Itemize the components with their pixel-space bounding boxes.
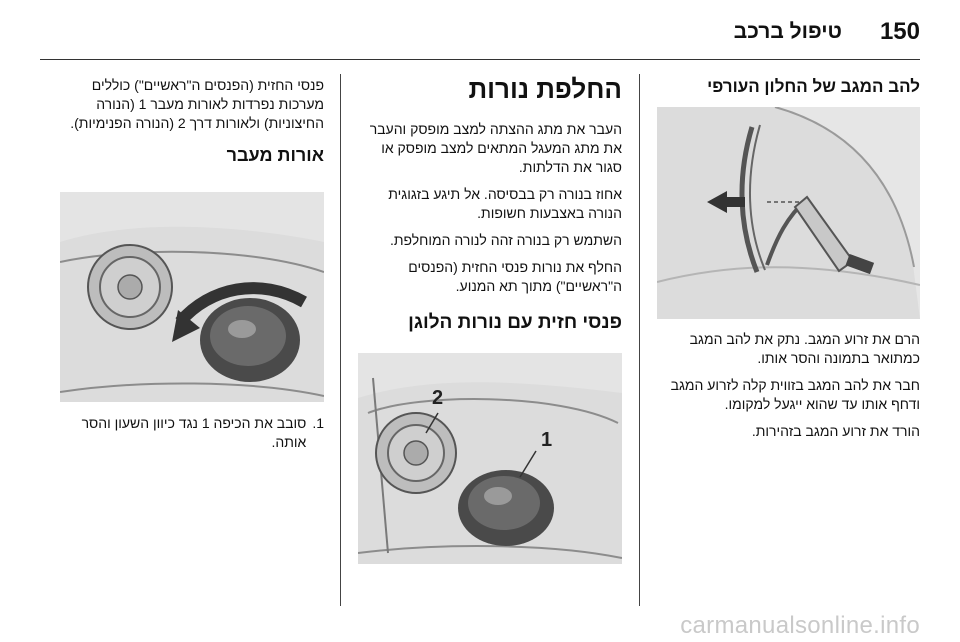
section-heading-halogen-headlights: פנסי חזית עם נורות הלוגן xyxy=(408,312,622,333)
bulb-instruction-2: אחוז בנורה רק בבסיסה. אל תיגע בזגוגית הנורה באצבעות חשופות. xyxy=(388,186,622,221)
header-divider xyxy=(40,59,920,60)
watermark-text: carmanualsonline.info xyxy=(680,612,920,639)
bulb-instruction-1: העבר את מתג ההצתה למצב מופסק והעבר את מתג המעגל המתאים למצב מופסק או סגור את הדלתות. xyxy=(369,121,622,175)
callout-number-2: 2 xyxy=(432,387,444,409)
callout-number-1: 1 xyxy=(541,429,553,451)
middle-column xyxy=(356,72,622,335)
low-beam-cap-illustration xyxy=(60,192,324,402)
page-header xyxy=(0,0,960,60)
headlight-bulbs-illustration xyxy=(358,353,622,564)
chapter-title: טיפול ברכב xyxy=(733,20,842,43)
rear-wiper-step-3: הורד את זרוע המגב בזהירות. xyxy=(751,423,920,439)
section-heading-bulb-replacement: החלפת נורות xyxy=(468,74,622,104)
section-heading-low-beam: אורות מעבר xyxy=(226,145,324,165)
left-column xyxy=(58,72,324,167)
rear-wiper-step-2: חבר את להב המגב בזווית קלה לזרוע המגב ודחף אותו עד שהוא ייגעל למקומו. xyxy=(670,377,920,412)
headlight-systems-intro: פנסי החזית (הפנסים ה"ראשיים") כוללים מערכות נפרדות לאורות מעבר 1 (הנורה החיצוניות) ולאורות דרך 2 (הנורה הפנימיות). xyxy=(70,77,324,131)
column-divider-right xyxy=(639,74,640,606)
right-column-text xyxy=(656,330,920,441)
right-column xyxy=(656,72,920,98)
page-number: 150 xyxy=(879,18,920,45)
section-heading-rear-wiper: להב המגב של החלון העורפי xyxy=(707,77,920,96)
rear-wiper-step-1: הרם את זרוע המגב. נתק את להב המגב כמתואר בתמונה והסר אותו. xyxy=(689,331,920,366)
rear-wiper-illustration xyxy=(657,107,920,319)
step-number: 1. xyxy=(312,415,324,431)
bulb-instruction-4: החלף את נורות פנסי החזית (הפנסים ה"ראשיים") מתוך תא המנוע. xyxy=(408,259,622,294)
step-text: סובב את הכיפה 1 נגד כיוון השעון והסר אותה. xyxy=(81,415,307,450)
column-divider-left xyxy=(340,74,341,606)
left-column-steps xyxy=(58,414,324,452)
bulb-instruction-3: השתמש רק בנורה זהה לנורה המוחלפת. xyxy=(389,232,622,248)
low-beam-step-1 xyxy=(58,414,324,452)
